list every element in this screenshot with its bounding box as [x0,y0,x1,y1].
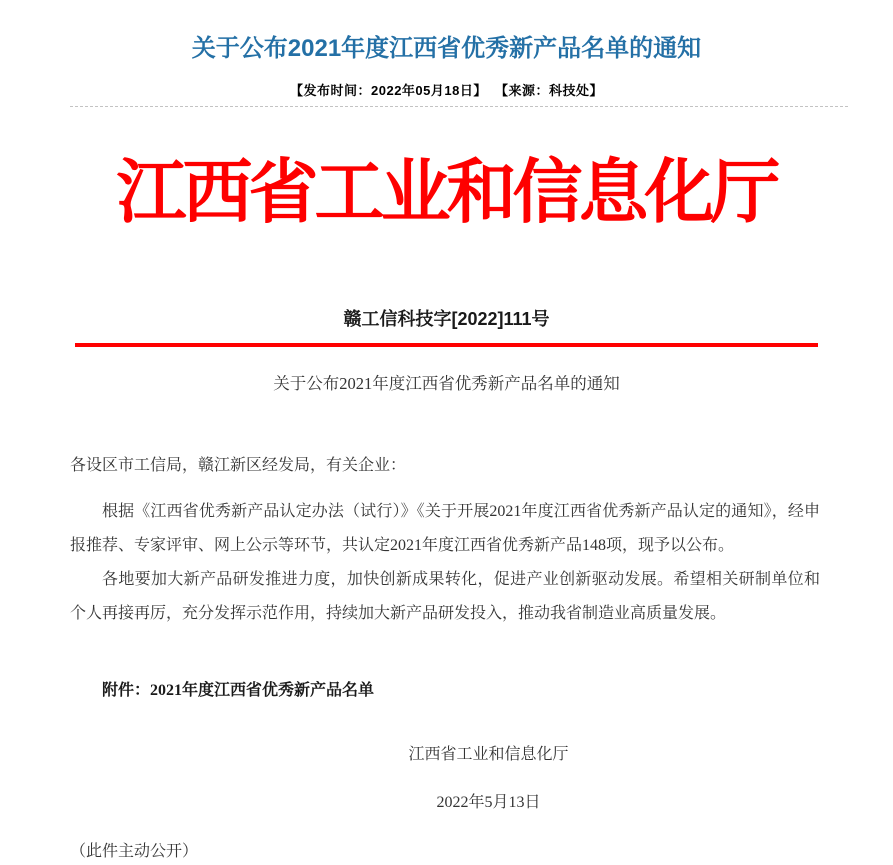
agency-letterhead: 江西省工业和信息化厅 [116,155,777,232]
article-meta [0,80,893,99]
document-body [70,449,820,708]
source-label: 【来源：科技处】 [494,83,603,98]
dashed-separator [70,106,848,107]
notice-title: 关于公布2021年度江西省优秀新产品名单的通知 [273,374,620,393]
signature-date: 2022年5月13日 [436,794,541,811]
document-number: 赣工信科技字[2022]111号 [343,309,550,329]
publish-time-label: 【发布时间：2022年05月18日】 [290,83,487,98]
signature-organization: 江西省工业和信息化厅 [408,746,569,763]
body-paragraph-2: 各地要加大新产品研发推进力度，加快创新成果转化，促进产业创新驱动发展。希望相关研制单位和个人再接再厉，充分发挥示范作用，持续加大新产品研发投入，推动我省制造业高质量发展。 [70,571,820,622]
red-rule [75,343,818,347]
disclosure-note: （此件主动公开） [70,843,199,860]
page-title: 关于公布2021年度江西省优秀新产品名单的通知 [191,35,702,62]
attachment-line: 附件：2021年度江西省优秀新产品名单 [102,682,375,699]
signature-block [0,744,893,814]
article-header [0,0,893,107]
salutation: 各设区市工信局，赣江新区经发局，有关企业： [70,457,407,474]
body-paragraph-1: 根据《江西省优秀新产品认定办法（试行）》《关于开展2021年度江西省优秀新产品认定的通知》，经申报推荐、专家评审、网上公示等环节，共认定2021年度江西省优秀新产品148项，现予以公布。 [70,503,820,554]
